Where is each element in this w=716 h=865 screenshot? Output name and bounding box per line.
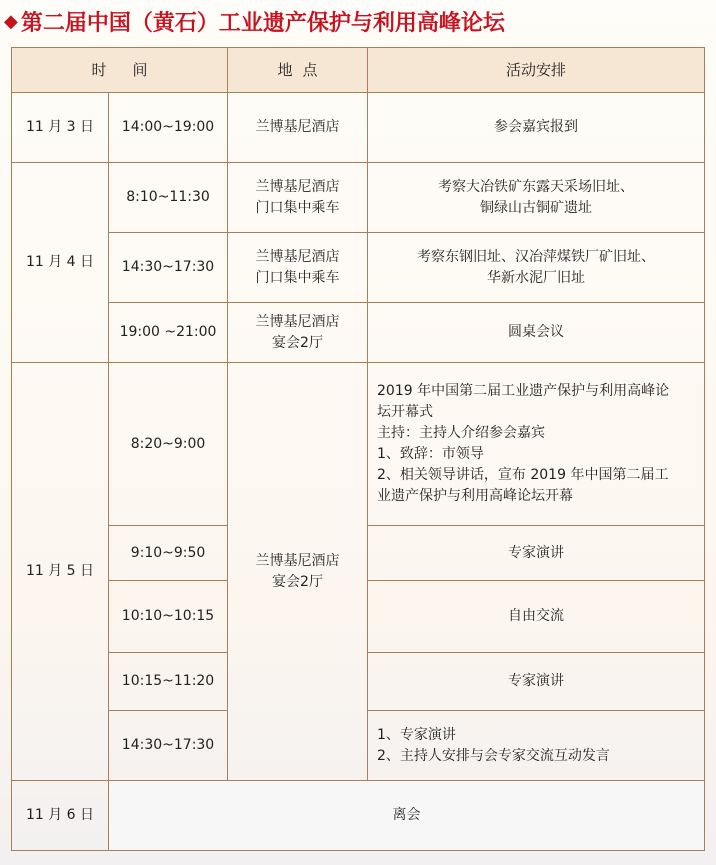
time-cell: 14:30~17:30: [109, 233, 228, 303]
date-cell: 11 月 3 日: [12, 93, 109, 163]
activity-cell: 专家演讲: [368, 526, 705, 581]
activity-cell: 参会嘉宾报到: [368, 93, 705, 163]
header-place: 地点: [228, 48, 368, 93]
activity-cell: 考察大冶铁矿东露天采场旧址、 铜绿山古铜矿遗址: [368, 163, 705, 233]
place-cell: 兰博基尼酒店: [228, 93, 368, 163]
time-cell: 9:10~9:50: [109, 526, 228, 581]
place-cell: 兰博基尼酒店 门口集中乘车: [228, 163, 368, 233]
activity-cell: 专家演讲: [368, 653, 705, 711]
activity-cell: 2019 年中国第二届工业遗产保护与利用高峰论 坛开幕式 主持：主持人介绍参会嘉宾 1、致辞：市领导 2、相关领导讲话，宣布 2019 年中国第二届工 业遗产保护与利用高峰论坛开幕: [368, 363, 705, 526]
table-header-row: [12, 48, 705, 93]
date-cell: 11 月 4 日: [12, 163, 109, 363]
activity-cell: 圆桌会议: [368, 303, 705, 363]
header-time: 时间: [12, 48, 228, 93]
header-activity: 活动安排: [368, 48, 705, 93]
activity-cell: 1、专家演讲 2、主持人安排与会专家交流互动发言: [368, 711, 705, 781]
place-cell: 兰博基尼酒店 宴会2厅: [228, 363, 368, 781]
table-row: [12, 163, 705, 233]
time-cell: 14:00~19:00: [109, 93, 228, 163]
date-cell: 11 月 6 日: [12, 781, 109, 851]
table-row: [12, 233, 705, 303]
time-cell: 19:00 ~21:00: [109, 303, 228, 363]
schedule-table: [11, 47, 705, 851]
page-title: [4, 4, 505, 38]
time-cell: 14:30~17:30: [109, 711, 228, 781]
table-row: [12, 781, 705, 851]
page-title-text: 第二届中国（黄石）工业遗产保护与利用高峰论坛: [20, 9, 505, 36]
time-cell: 10:15~11:20: [109, 653, 228, 711]
table-row: [12, 93, 705, 163]
table-row: [12, 303, 705, 363]
activity-cell: 考察东钢旧址、汉冶萍煤铁厂矿旧址、 华新水泥厂旧址: [368, 233, 705, 303]
time-cell: 10:10~10:15: [109, 581, 228, 653]
table-row: [12, 363, 705, 526]
diamond-bullet-icon: ◆: [4, 10, 18, 32]
activity-cell: 自由交流: [368, 581, 705, 653]
time-cell: 8:20~9:00: [109, 363, 228, 526]
activity-cell: 离会: [109, 781, 705, 851]
date-cell: 11 月 5 日: [12, 363, 109, 781]
place-cell: 兰博基尼酒店 宴会2厅: [228, 303, 368, 363]
time-cell: 8:10~11:30: [109, 163, 228, 233]
place-cell: 兰博基尼酒店 门口集中乘车: [228, 233, 368, 303]
